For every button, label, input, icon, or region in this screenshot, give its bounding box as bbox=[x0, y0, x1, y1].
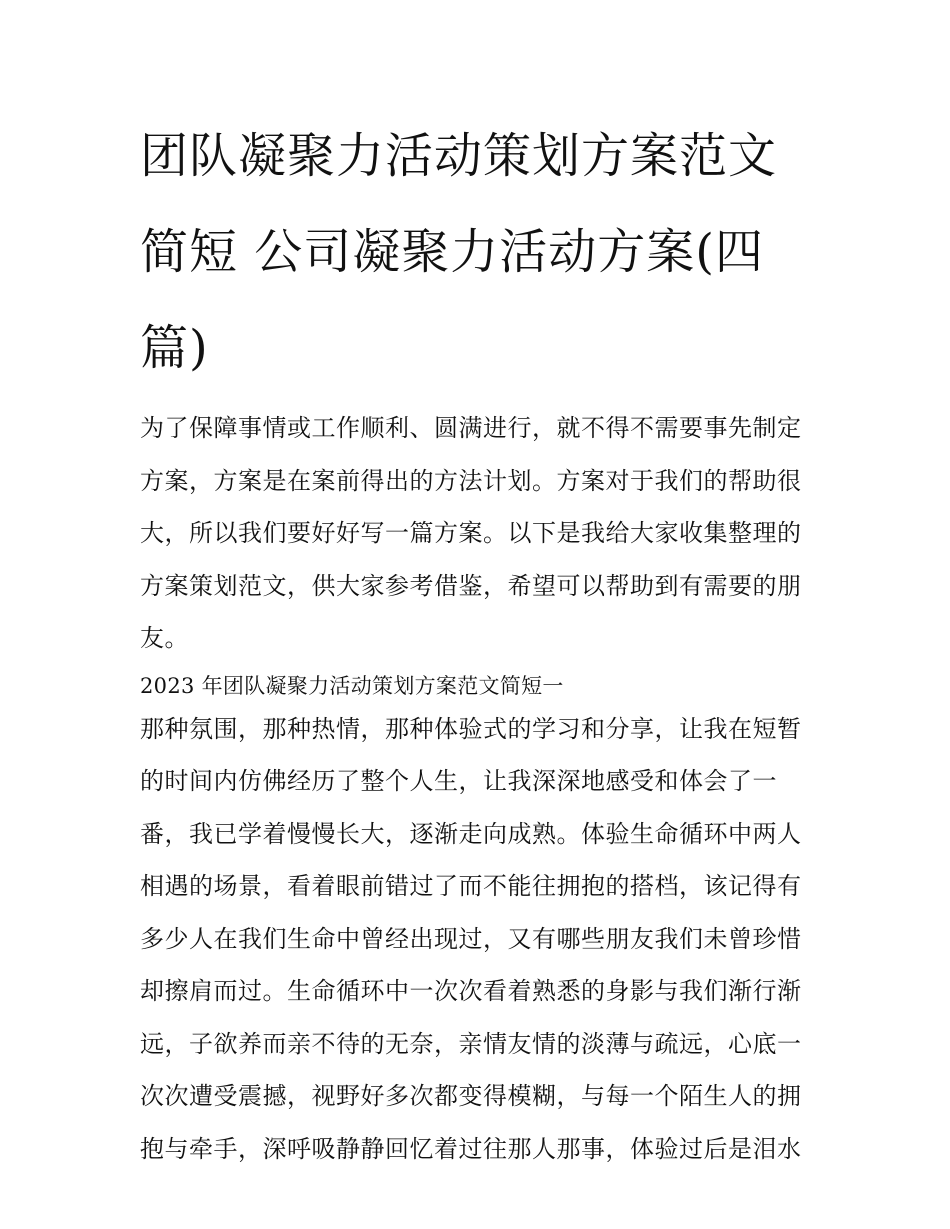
body-line: 却擦肩而过。生命循环中一次次看着熟悉的身影与我们渐行渐 bbox=[140, 977, 802, 1005]
body-line: 番，我已学着慢慢长大，逐渐走向成熟。体验生命循环中两人 bbox=[140, 819, 802, 848]
intro-line: 友。 bbox=[140, 624, 189, 652]
intro-line: 大，所以我们要好好写一篇方案。以下是我给大家收集整理的 bbox=[140, 519, 802, 547]
section-heading: 2023 年团队凝聚力活动策划方案范文简短一 bbox=[140, 673, 564, 698]
document-title bbox=[140, 108, 812, 396]
body-line: 相遇的场景，看着眼前错过了而不能往拥抱的搭档，该记得有 bbox=[140, 872, 802, 900]
title-line-3: 篇) bbox=[140, 320, 209, 376]
intro-paragraph bbox=[140, 402, 812, 665]
title-line-1: 团队凝聚力活动策划方案范文 bbox=[140, 128, 778, 184]
body-line: 次次遭受震撼，视野好多次都变得模糊，与每一个陌生人的拥 bbox=[140, 1082, 802, 1110]
body-line: 那种氛围，那种热情，那种体验式的学习和分享，让我在短暂 bbox=[140, 714, 802, 743]
title-line-2: 简短 公司凝聚力活动方案(四 bbox=[140, 224, 764, 280]
body-line: 多少人在我们生命中曾经出现过，又有哪些朋友我们未曾珍惜 bbox=[140, 924, 802, 953]
intro-line: 方案策划范文，供大家参考借鉴，希望可以帮助到有需要的朋 bbox=[140, 571, 802, 600]
body-paragraph bbox=[140, 703, 812, 1176]
body-line: 远，子欲养而亲不待的无奈，亲情友情的淡薄与疏远，心底一 bbox=[140, 1029, 802, 1058]
body-line: 抱与牵手，深呼吸静静回忆着过往那人那事，体验过后是泪水 bbox=[140, 1134, 802, 1163]
body-line: 的时间内仿佛经历了整个人生，让我深深地感受和体会了一 bbox=[140, 767, 777, 795]
intro-line: 方案，方案是在案前得出的方法计划。方案对于我们的帮助很 bbox=[140, 466, 802, 495]
document-page bbox=[140, 108, 812, 1175]
intro-line: 为了保障事情或工作顺利、圆满进行，就不得不需要事先制定 bbox=[140, 414, 802, 442]
